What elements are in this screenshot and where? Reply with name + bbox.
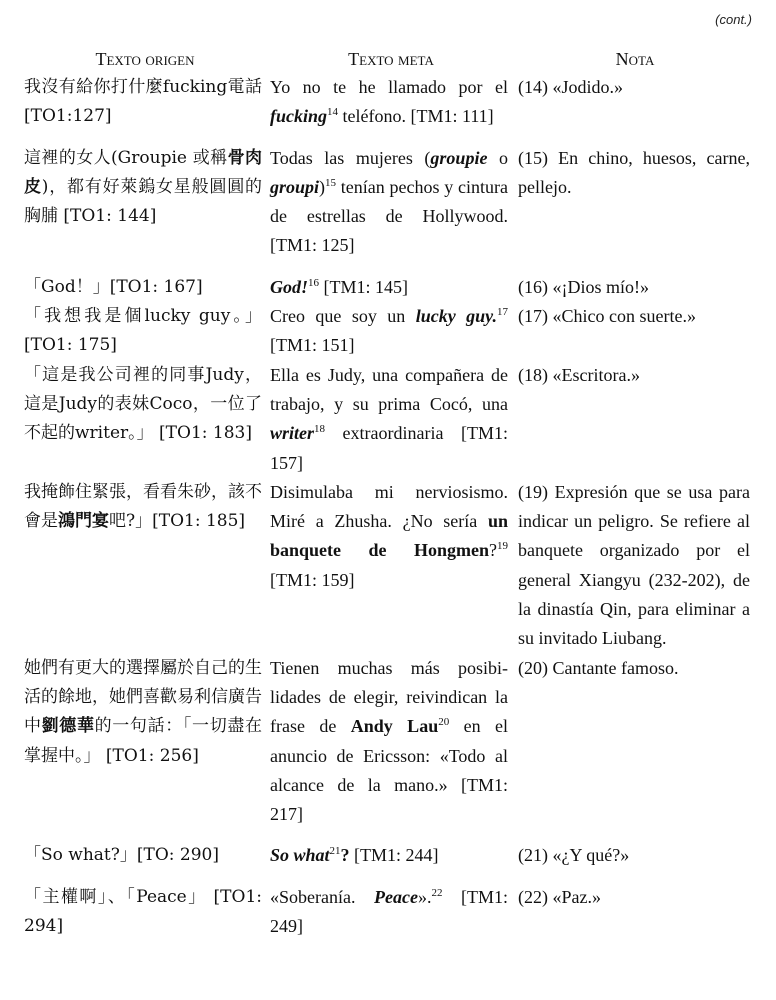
- source-segment: )，都有好萊鎢女星般圓圓的胸脯 [TO1: 144]: [24, 176, 262, 227]
- target-segment: tenían pechos y cintura de estrellas de Hollywood. [TM1: 125]: [270, 176, 508, 256]
- source-segment: 「我想我是個lucky guy。」[TO1: 175]: [24, 306, 262, 356]
- target-segment: 18: [314, 423, 326, 436]
- target-segment: ».: [417, 886, 432, 907]
- target-segment: lucky guy.: [415, 306, 497, 327]
- target-segment: Ella es Judy, una compañera de trabajo, y su prima Cocó, una: [270, 364, 508, 414]
- source-segment: 鴻門宴: [58, 511, 109, 532]
- target-segment: Creo que soy un: [270, 306, 416, 327]
- table-row: [22, 132, 756, 261]
- target-segment: o: [487, 147, 509, 168]
- note-cell: (17) «Chico con suerte.»: [518, 306, 696, 327]
- target-text-cell: [268, 261, 514, 302]
- target-segment: ?: [340, 845, 350, 866]
- source-segment: 「God！」[TO1: 167]: [24, 276, 203, 297]
- target-segment: Disimulaba mi nerviosismo. Miré a Zhusha. ¿No sería: [270, 481, 508, 532]
- table-row: [22, 654, 756, 830]
- target-segment: writer: [270, 423, 315, 444]
- table-row: [22, 73, 756, 132]
- source-segment: 劉德華: [41, 716, 95, 737]
- source-segment: 我沒有給你打什麼fucking電話 [TO1:127]: [24, 77, 262, 127]
- target-text-cell: [268, 871, 514, 942]
- source-segment: 骨肉皮: [24, 147, 263, 197]
- table-row: [22, 871, 756, 942]
- source-text-cell: [22, 361, 268, 478]
- table-header-row: [22, 48, 756, 73]
- note-cell: (21) «¿Y qué?»: [518, 845, 630, 866]
- target-segment: 14: [327, 106, 339, 119]
- source-text-cell: [22, 654, 268, 830]
- target-text-cell: [268, 361, 514, 478]
- note-cell: (14) «Jodido.»: [518, 77, 623, 97]
- target-text-cell: [268, 478, 514, 654]
- target-segment: [TM1: 145]: [319, 276, 409, 297]
- target-text-cell: [268, 132, 514, 261]
- source-segment: 這裡的女人(Groupie 或稱: [24, 147, 228, 168]
- target-segment: «Soberanía.: [270, 886, 374, 907]
- note-cell: (22) «Paz.»: [518, 886, 601, 907]
- target-segment: groupi: [270, 176, 320, 197]
- target-text-cell: [268, 829, 514, 870]
- table-row: [22, 478, 756, 654]
- source-segment: 「So what?」[TO: 290]: [24, 845, 219, 866]
- source-segment: 「這是我公司裡的同事Judy，這是Judy的表妹Coco，一位了不起的writer。」 [TO1: 183]: [24, 364, 262, 444]
- source-text-cell: [22, 478, 268, 654]
- note-cell: (16) «¡Dios mío!»: [518, 276, 649, 297]
- source-text-cell: [22, 829, 268, 870]
- target-segment: Yo no te he llamado por el: [270, 77, 508, 97]
- note-cell: (19) Expresión que se usa para indicar un peligro. Se refiere al banquete organizado por el general Xiangyu (232-202), de la dinastía Qin, para eliminar a su invitado Liubang.: [518, 481, 750, 649]
- note-cell: (15) En chino, huesos, carne, pellejo.: [518, 147, 750, 197]
- target-segment: 22: [431, 886, 443, 899]
- target-segment: [TM1: 159]: [270, 569, 355, 590]
- source-segment: 她們有更大的選擇屬於自己的生活的餘地，她們喜歡易利信廣告中: [24, 657, 262, 737]
- target-segment: Peace: [374, 886, 418, 907]
- table-row: [22, 829, 756, 870]
- target-segment: ?: [489, 540, 497, 561]
- target-segment: Tienen muchas más posibilidades de elegir, reivindican la frase de: [270, 657, 508, 737]
- target-segment: [TM1: 151]: [270, 335, 355, 356]
- source-text-cell: [22, 132, 268, 261]
- target-segment: [TM1: 249]: [270, 886, 508, 937]
- target-segment: groupie: [430, 147, 488, 168]
- target-segment: 19: [497, 540, 508, 553]
- header-note: Nota: [615, 49, 655, 69]
- target-text-cell: [268, 302, 514, 361]
- source-segment: 我掩飾住緊張，看看朱砂，該不會是: [24, 481, 262, 532]
- header-target-text: Texto meta: [348, 49, 434, 69]
- header-source-text: Texto origen: [95, 49, 195, 69]
- source-segment: 的一句話：「一切盡在掌握中。」 [TO1: 256]: [24, 716, 263, 766]
- continued-label: (cont.): [715, 12, 752, 27]
- table-row: [22, 261, 756, 302]
- target-text-cell: [268, 654, 514, 830]
- table-row: [22, 302, 756, 361]
- target-segment: ): [319, 176, 326, 197]
- note-cell: (20) Cantante famoso.: [518, 657, 679, 678]
- translation-table: [22, 48, 756, 941]
- source-segment: 「主權啊」、「Peace」 [TO1: 294]: [24, 886, 262, 937]
- target-segment: Todas las mujeres (: [270, 147, 431, 168]
- source-text-cell: [22, 73, 268, 132]
- target-segment: extraordinaria [TM1: 157]: [270, 423, 508, 473]
- target-segment: 21: [329, 845, 341, 858]
- target-segment: Andy Lau: [350, 716, 439, 737]
- target-segment: 15: [325, 176, 337, 189]
- target-text-cell: [268, 73, 514, 132]
- target-segment: [TM1: 244]: [349, 845, 439, 866]
- source-segment: 吧?」[TO1: 185]: [109, 511, 246, 532]
- source-text-cell: [22, 871, 268, 942]
- target-segment: fucking: [270, 106, 328, 127]
- target-segment: 16: [308, 276, 320, 289]
- source-text-cell: [22, 302, 268, 361]
- note-cell: (18) «Escritora.»: [518, 364, 640, 385]
- target-segment: un banquete de Hongmen: [270, 511, 508, 561]
- source-text-cell: [22, 261, 268, 302]
- target-segment: So what: [270, 845, 330, 866]
- target-segment: 17: [497, 306, 508, 319]
- table-row: [22, 361, 756, 478]
- target-segment: teléfono. [TM1: 111]: [338, 106, 494, 127]
- target-segment: en el anuncio de Ericsson: «Todo al alcance de la mano.» [TM1: 217]: [270, 716, 508, 825]
- target-segment: God!: [270, 276, 309, 297]
- target-segment: 20: [438, 716, 450, 729]
